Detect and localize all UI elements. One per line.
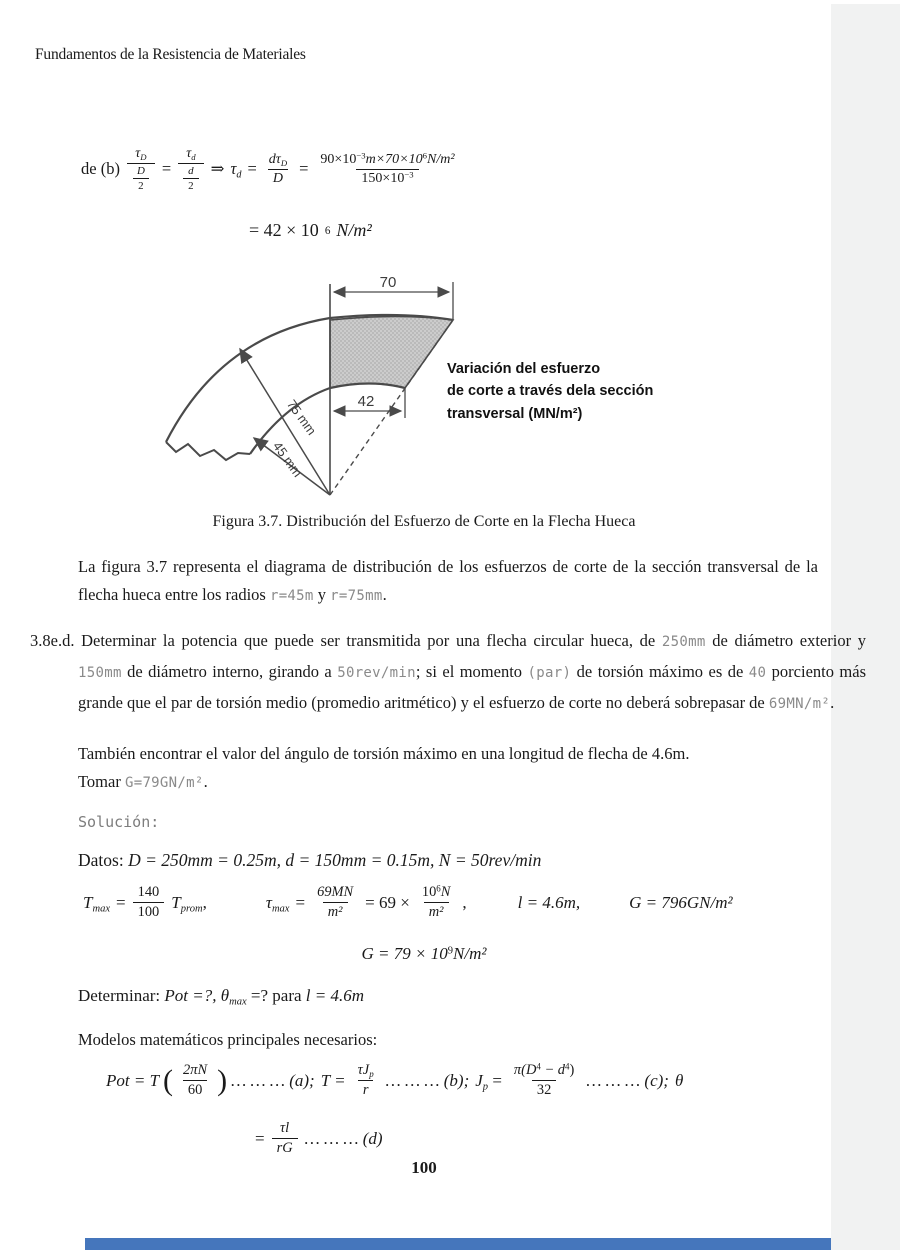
data-line (78, 850, 541, 871)
math-token: τl (280, 1120, 290, 1136)
mono-run: 69MN/m² (768, 696, 831, 712)
math-token: rG (272, 1138, 298, 1157)
math-token: τ (186, 146, 192, 161)
math-token: N/m² (427, 151, 455, 167)
math-sup: −3 (404, 169, 414, 180)
math-token: = (247, 159, 257, 178)
math-token: = (299, 159, 309, 178)
mono-run: 40 (748, 665, 767, 681)
math-token: =? (250, 986, 269, 1005)
math-token: 100 (133, 902, 165, 921)
math-sub: D (280, 157, 288, 168)
math-sub: max (92, 903, 111, 915)
models-heading: Modelos matemáticos principales necesarios: (78, 1030, 378, 1049)
math-token: l = 4.6m (305, 986, 365, 1005)
math-token: τ (135, 146, 141, 161)
text-run: Tomar (78, 772, 125, 791)
mono-run: r=75mm (330, 588, 383, 604)
math-sup: −3 (356, 150, 366, 161)
math-token: de (b) (81, 159, 120, 178)
text-run: . (830, 693, 835, 712)
running-header: Fundamentos de la Resistencia de Materiales (35, 46, 306, 63)
math-token: 32 (532, 1080, 556, 1099)
text-run: porciento más grande que el par de torsión medio (promedio aritmético) y el esfuerzo de corte no deberá sobrepasar de (78, 662, 867, 712)
mono-run: G=79GN/m² (124, 775, 204, 791)
math-token: = (161, 159, 172, 178)
math-token: 2 (133, 178, 148, 192)
math-sup: 4 (536, 1061, 541, 1072)
text-run: de diámetro interno, girando a (121, 662, 338, 681)
math-token (475, 1071, 502, 1091)
equation-g-value (0, 944, 848, 964)
math-sub: p (482, 1081, 489, 1093)
math-token: r (358, 1080, 374, 1099)
math-token: N (440, 884, 451, 900)
fraction (133, 884, 165, 921)
equation-tmax-row (80, 884, 736, 921)
dots-run: … … … (d) (304, 1128, 383, 1148)
text-run: Determinar la potencia que puede ser transmitida por una flecha circular hueca, de (74, 631, 662, 650)
page-number: 100 (411, 1158, 437, 1177)
math-sup: 4 (565, 1061, 570, 1072)
mono-run: 250mm (661, 634, 706, 650)
math-token (230, 159, 241, 179)
text-run: de torsión máximo es de (571, 662, 749, 681)
math-token: m×70×10 (365, 151, 423, 167)
dim70-label: 70 (379, 276, 397, 291)
dim42-label: 42 (357, 393, 375, 410)
math-sub: D (140, 152, 147, 163)
math-token: = (116, 892, 126, 912)
math-token: N/m² (336, 220, 372, 240)
math-token: J (475, 1070, 483, 1090)
dots-run: … … … (b); (385, 1070, 470, 1090)
fraction (127, 146, 155, 192)
dots-run: … … … (a); (231, 1070, 315, 1090)
math-token: 60 (183, 1080, 207, 1099)
math-token: π(D (513, 1062, 537, 1078)
paragraph-problem-statement (30, 626, 866, 719)
text-run: y (313, 585, 331, 604)
math-token: = (492, 1070, 502, 1090)
math-token: τJ (357, 1062, 370, 1078)
math-token: 150×10 (361, 170, 405, 186)
math-sub: max (271, 903, 290, 915)
math-token: Pot = T (106, 1070, 160, 1090)
math-token: ) (569, 1062, 575, 1078)
math-token: l = 4.6m, (517, 892, 581, 912)
math-token: − d (540, 1062, 566, 1078)
determine-line (78, 986, 364, 1006)
math-token: d (188, 165, 194, 177)
text-run: de diámetro exterior y (705, 631, 866, 650)
text-run: La figura 3.7 representa el diagrama de distribución de los esfuerzos de corte de la sección transversal de la flecha hueca entre los radios (78, 557, 818, 604)
stress-trapezoid (330, 317, 453, 389)
mono-run: 50rev/min (337, 665, 416, 681)
text-run: También encontrar el valor del ángulo de torsión máximo en una longitud de flecha de 4.6m. (78, 744, 690, 763)
fraction (178, 146, 203, 192)
math-token: τ (230, 159, 237, 178)
break-edge (166, 442, 250, 460)
math-token: Pot =?, (164, 986, 217, 1005)
fraction (178, 1062, 212, 1099)
text-run: ; si el momento (415, 662, 528, 681)
math-sub: d (191, 152, 196, 163)
math-token (220, 986, 247, 1008)
equation-models-row (103, 1062, 686, 1099)
paragraph-figure-description (78, 553, 818, 610)
bottom-accent-bar (85, 1238, 831, 1250)
math-token: = (255, 1128, 265, 1148)
math-token: = (295, 892, 306, 912)
text-run: . (382, 585, 387, 604)
math-token: = 69 × (365, 892, 410, 912)
math-token: G = 79 × 10 (361, 944, 448, 963)
figure-shear-distribution (160, 276, 470, 508)
math-token: 69MN (317, 884, 354, 900)
math-sup: 6 (436, 883, 441, 894)
math-token: m² (424, 902, 449, 921)
problem-number: 3.8e.d. (30, 631, 75, 650)
math-sub: prom (180, 903, 203, 915)
math-token: N/m² (453, 944, 487, 963)
radius-75-arrow (240, 349, 330, 495)
mono-run: r=45m (269, 588, 314, 604)
math-token: , (462, 892, 467, 912)
figure-annotation-line: transversal (MN/m²) (447, 405, 583, 422)
math-token (83, 893, 110, 913)
math-token: 2 (183, 178, 198, 192)
text-run: . (203, 772, 208, 791)
math-token: 140 (137, 884, 160, 900)
math-token: , (202, 892, 207, 912)
mini-fraction (132, 165, 150, 192)
math-sup: 9 (447, 945, 454, 957)
fraction (509, 1062, 579, 1099)
math-sup: 6 (422, 150, 428, 161)
figure-annotation (447, 358, 692, 425)
data-label: Datos: (78, 850, 124, 870)
math-token: 90×10 (320, 151, 357, 167)
math-token: θ (220, 986, 230, 1005)
math-token: θ (674, 1070, 684, 1090)
radius-45-label: 45 mm (269, 438, 306, 480)
math-token: m² (323, 902, 348, 921)
inner-arc (250, 384, 405, 455)
math-token: 2πN (183, 1062, 208, 1078)
equation-shear-derivation (78, 146, 464, 192)
text-run: para (272, 986, 302, 1005)
math-token: 10 (421, 884, 437, 900)
equation-result-42: = 42 × 10 6 N/m² (249, 220, 372, 240)
math-token: = 42 × 10 (249, 220, 319, 240)
implies-arrow: ⇒ (210, 159, 225, 178)
math-token: T (83, 892, 93, 912)
math-token: T (171, 892, 181, 912)
right-paren: ) (217, 1064, 228, 1097)
figure-annotation-line: de corte a través dela sección (447, 383, 654, 400)
math-sub: max (229, 996, 247, 1008)
fraction (312, 884, 358, 921)
figure-caption: Figura 3.7. Distribución del Esfuerzo de Corte en la Flecha Hueca (212, 513, 636, 530)
figure-annotation-line: Variación del esfuerzo (447, 361, 601, 377)
math-token: T = (320, 1070, 346, 1090)
math-token: τ (265, 892, 272, 912)
fraction (315, 152, 459, 187)
equation-models-row2 (252, 1120, 386, 1157)
math-token (266, 893, 290, 913)
fraction (353, 1062, 379, 1099)
math-token: dτ (268, 151, 281, 167)
math-sub: p (369, 1069, 374, 1080)
paragraph-angle-of-twist (78, 740, 820, 797)
math-token (171, 893, 207, 913)
solution-label: Solución: (78, 813, 160, 831)
fraction (264, 152, 292, 187)
determine-label: Determinar: (78, 986, 161, 1005)
mono-run: (par) (527, 665, 572, 681)
dots-run: … … … (c); (586, 1070, 669, 1090)
fraction (272, 1120, 298, 1157)
mono-run: 150mm (78, 665, 122, 681)
math-token: D (136, 165, 145, 177)
math-token: G = 796GN/m² (629, 892, 733, 912)
fraction (417, 884, 456, 921)
math-token: D (268, 169, 288, 187)
math-sub: d (236, 169, 242, 181)
radius-75-label: 75 mm (283, 396, 320, 438)
data-values: D = 250mm = 0.25m, d = 150mm = 0.15m, N = 50rev/min (128, 850, 542, 870)
mini-fraction (183, 165, 198, 192)
left-paren: ( (163, 1064, 174, 1097)
